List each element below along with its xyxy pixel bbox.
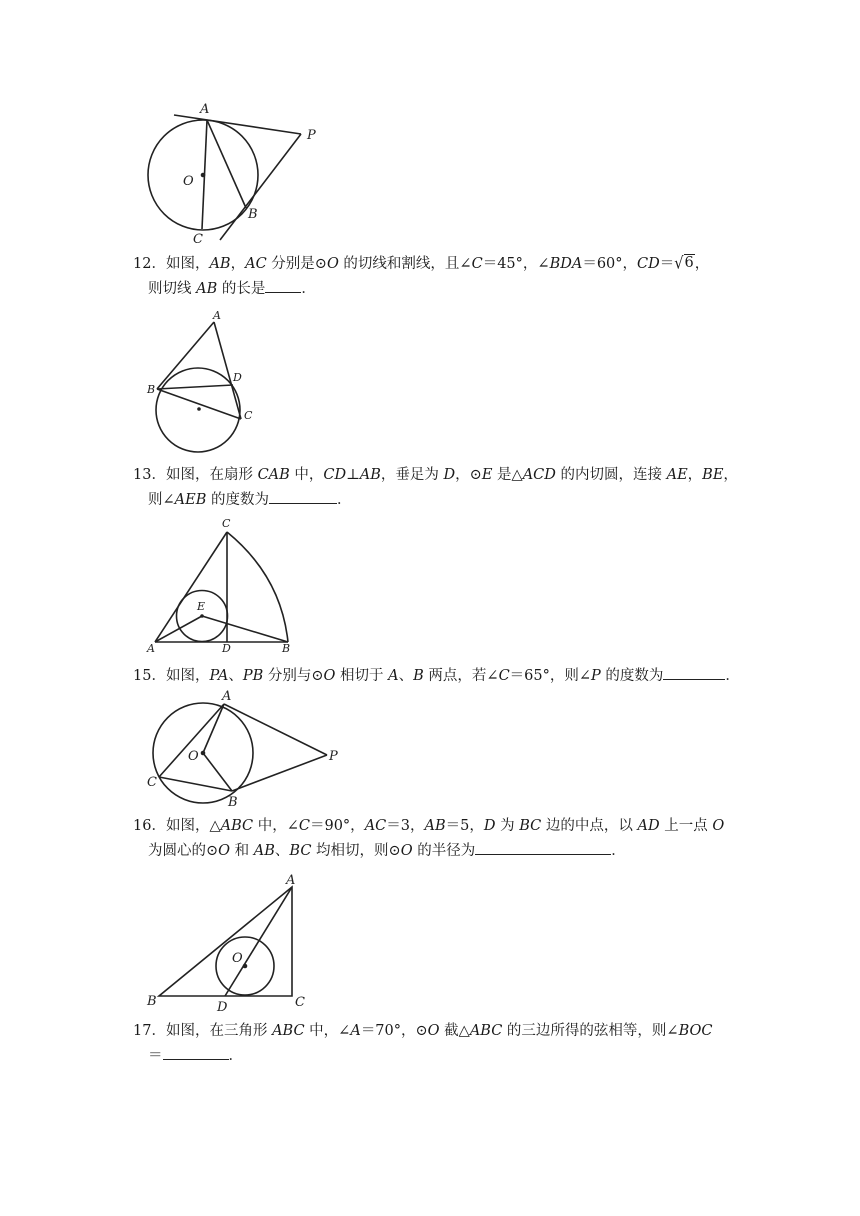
fig13-segment-ae [155,616,202,642]
q12-number: 12． [133,256,166,272]
fig12-chord-bc [157,389,241,419]
fig16-median-ad [225,887,292,996]
fig15-label-a: A [222,689,232,704]
answer-blank[interactable] [269,489,337,504]
fig16-triangle-abc [159,887,292,996]
q13-line-2: 则∠AEB 的度数为 ． [133,488,738,513]
fig11-center-dot [201,173,206,178]
fig12-label-a: A [213,309,221,322]
q17-line-2: ＝ ． [133,1044,713,1069]
fig15-chord-cb [159,777,232,791]
fig15-label-p: P [329,749,338,764]
fig11-label-p: P [307,128,316,143]
fig15-label-o: O [188,749,199,764]
fig16-label-o: O [232,951,243,966]
answer-blank[interactable] [265,278,301,293]
fig12-label-d: D [233,371,242,384]
fig15-center-dot [201,751,206,756]
fig13-label-e: E [197,600,206,613]
q13-number: 13． [133,467,166,483]
fig11-chord-ab [207,120,246,208]
fig11-secant-line-pb [220,134,301,240]
fig15-label-c: C [147,775,157,790]
figure-q15 [0,688,860,813]
figure-q11 [0,0,860,250]
figure-q13 [0,512,860,657]
fig13-label-b: B [282,642,291,655]
q12-line-1: 12．如图，AB，AC 分别是⊙O 的切线和割线，且∠C＝45°，∠BDA＝60°，CD＝ √ 6 ， [133,252,709,277]
fig16-label-c: C [295,995,305,1010]
question-13 [133,463,738,513]
q15-line-1: 15．如图，PA、PB 分别与⊙O 相切于 A、B 两点，若∠C＝65°，则∠P 的度数为 ． [133,664,740,689]
q16-line-2: 为圆心的⊙O 和 AB、BC 均相切，则⊙O 的半径为 ． [133,839,724,864]
fig12-label-c: C [244,409,253,422]
question-17 [133,1019,713,1069]
fig13-center-dot [200,614,204,618]
q16-line-1: 16．如图，△ABC 中，∠C＝90°，AC＝3，AB＝5，D 为 BC 边的中点，以 AD 上一点 O [133,818,725,834]
q17-number: 17． [133,1023,166,1039]
q15-number: 15． [133,668,166,684]
fig13-radius-ac [155,532,227,642]
fig13-label-a: A [147,642,155,655]
fig11-label-o: O [183,174,194,189]
q12-sqrt-6: √ 6 [674,254,694,274]
fig13-label-d: D [222,642,231,655]
fig13-label-c: C [222,517,231,530]
figure-q12 [0,300,860,460]
fig11-label-c: C [193,232,203,247]
fig11-label-a: A [200,102,210,117]
question-15 [133,664,740,689]
fig16-center-dot [243,964,248,969]
fig15-radius-oa [203,704,224,753]
fig15-label-b: B [228,795,238,810]
q12-line-2: 则切线 AB 的长是 ． [133,277,709,302]
answer-blank[interactable] [663,665,725,680]
fig16-label-d: D [217,1000,228,1015]
question-12 [133,252,709,302]
q16-number: 16． [133,818,166,834]
fig15-tangent-pb [232,755,327,791]
answer-blank[interactable] [475,840,611,855]
answer-blank[interactable] [163,1045,229,1060]
figure-q16 [0,868,860,1018]
fig16-label-a: A [286,873,296,888]
fig15-tangent-pa [224,704,327,755]
fig15-radius-ob [203,753,232,791]
fig12-chord-bd [157,385,233,389]
fig12-tangent-ab [157,322,214,389]
fig11-label-b: B [248,207,258,222]
fig16-label-b: B [147,994,157,1009]
q13-line-1: 13．如图，在扇形 CAB 中，CD⊥AB，垂足为 D，⊙E 是△ACD 的内切圆，连接 AE，BE， [133,467,738,483]
q17-line-1: 17．如图，在三角形 ABC 中，∠A＝70°，⊙O 截△ABC 的三边所得的弦相等，则∠BOC [133,1023,713,1039]
question-16 [133,814,724,864]
fig15-chord-ca [159,704,224,777]
fig12-label-b: B [147,383,156,396]
fig12-center-dot [197,407,201,411]
